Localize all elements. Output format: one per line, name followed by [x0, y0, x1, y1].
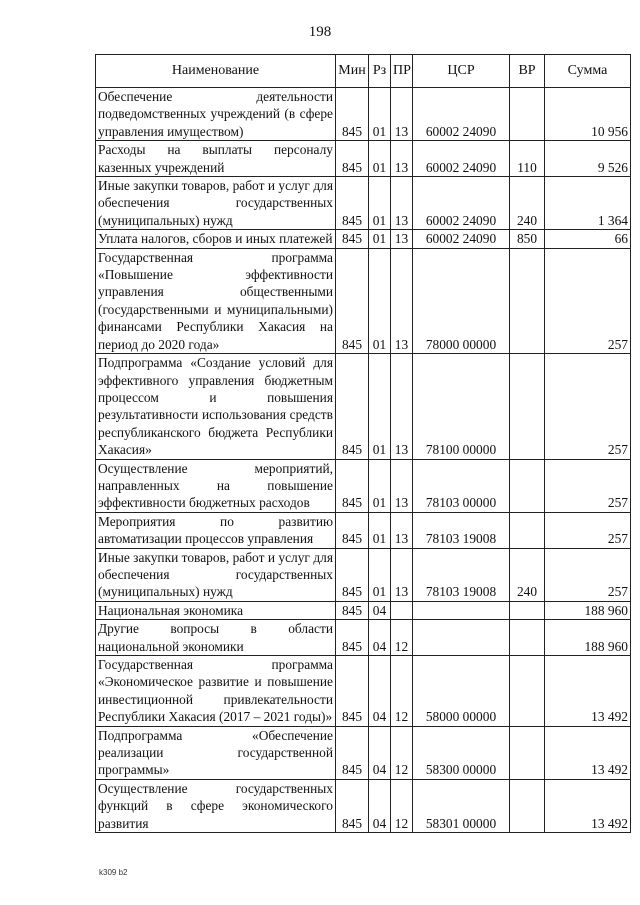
- cell-pr: 12: [391, 656, 413, 727]
- cell-csr: [413, 601, 510, 619]
- table-row: [96, 230, 631, 248]
- cell-vr: [510, 88, 545, 141]
- cell-rz: 04: [369, 656, 391, 727]
- table-header-row: [96, 55, 631, 88]
- cell-rz: 04: [369, 726, 391, 779]
- cell-csr: 78103 19008: [413, 512, 510, 548]
- page-number: 198: [308, 24, 332, 40]
- cell-pr: 12: [391, 726, 413, 779]
- cell-min: 845: [336, 620, 369, 656]
- cell-min: 845: [336, 779, 369, 832]
- header-pr: ПР: [391, 55, 413, 88]
- cell-name: Мероприятия по развитию автоматизации процессов управления: [96, 512, 336, 548]
- cell-min: 845: [336, 726, 369, 779]
- table-row: [96, 548, 631, 601]
- cell-name: Осуществление государственных функций в сфере экономического развития: [96, 779, 336, 832]
- cell-pr: 13: [391, 248, 413, 353]
- cell-rz: 01: [369, 88, 391, 141]
- cell-csr: 58000 00000: [413, 656, 510, 727]
- cell-csr: [413, 620, 510, 656]
- cell-sum: 1 364: [545, 177, 631, 230]
- cell-pr: 13: [391, 141, 413, 177]
- cell-vr: [510, 354, 545, 459]
- cell-sum: 257: [545, 248, 631, 353]
- cell-rz: 01: [369, 230, 391, 248]
- cell-pr: 12: [391, 779, 413, 832]
- cell-rz: 01: [369, 512, 391, 548]
- table-row: [96, 354, 631, 459]
- table-row: [96, 141, 631, 177]
- cell-vr: 240: [510, 177, 545, 230]
- cell-min: 845: [336, 548, 369, 601]
- cell-rz: 01: [369, 459, 391, 512]
- cell-vr: [510, 459, 545, 512]
- header-name: Наименование: [96, 55, 336, 88]
- cell-csr: 60002 24090: [413, 141, 510, 177]
- cell-name: Другие вопросы в области национальной экономики: [96, 620, 336, 656]
- cell-sum: 13 492: [545, 656, 631, 727]
- header-rz: Рз: [369, 55, 391, 88]
- cell-sum: 188 960: [545, 620, 631, 656]
- cell-csr: 60002 24090: [413, 88, 510, 141]
- cell-name: Национальная экономика: [96, 601, 336, 619]
- cell-csr: 58301 00000: [413, 779, 510, 832]
- header-sum: Сумма: [545, 55, 631, 88]
- header-vr: ВР: [510, 55, 545, 88]
- cell-min: 845: [336, 248, 369, 353]
- cell-rz: 01: [369, 177, 391, 230]
- table-row: [96, 726, 631, 779]
- cell-min: 845: [336, 459, 369, 512]
- cell-vr: 240: [510, 548, 545, 601]
- cell-min: 845: [336, 601, 369, 619]
- budget-table: [95, 54, 631, 833]
- table-row: [96, 620, 631, 656]
- cell-csr: 78103 19008: [413, 548, 510, 601]
- table-row: [96, 779, 631, 832]
- cell-min: 845: [336, 177, 369, 230]
- cell-pr: 12: [391, 620, 413, 656]
- cell-rz: 01: [369, 248, 391, 353]
- cell-pr: 13: [391, 230, 413, 248]
- cell-pr: 13: [391, 177, 413, 230]
- cell-csr: 78100 00000: [413, 354, 510, 459]
- cell-rz: 04: [369, 620, 391, 656]
- table-row: [96, 512, 631, 548]
- cell-min: 845: [336, 656, 369, 727]
- cell-csr: 78000 00000: [413, 248, 510, 353]
- cell-vr: [510, 620, 545, 656]
- cell-pr: 13: [391, 88, 413, 141]
- cell-name: Государственная программа «Экономическое развитие и повышение инвестиционной привлекательности Республики Хакасия (2017 – 2021 годы)»: [96, 656, 336, 727]
- cell-min: 845: [336, 88, 369, 141]
- header-min: Мин: [336, 55, 369, 88]
- cell-sum: 9 526: [545, 141, 631, 177]
- cell-csr: 78103 00000: [413, 459, 510, 512]
- cell-min: 845: [336, 230, 369, 248]
- cell-csr: 60002 24090: [413, 177, 510, 230]
- table-row: [96, 656, 631, 727]
- cell-pr: 13: [391, 459, 413, 512]
- cell-rz: 01: [369, 141, 391, 177]
- cell-sum: 257: [545, 459, 631, 512]
- cell-name: Обеспечение деятельности подведомственных учреждений (в сфере управления имуществом): [96, 88, 336, 141]
- cell-name: Расходы на выплаты персоналу казенных учреждений: [96, 141, 336, 177]
- cell-vr: [510, 779, 545, 832]
- cell-sum: 66: [545, 230, 631, 248]
- cell-pr: 13: [391, 354, 413, 459]
- cell-sum: 257: [545, 548, 631, 601]
- cell-vr: [510, 656, 545, 727]
- cell-rz: 04: [369, 779, 391, 832]
- cell-rz: 04: [369, 601, 391, 619]
- cell-min: 845: [336, 512, 369, 548]
- cell-sum: 188 960: [545, 601, 631, 619]
- cell-min: 845: [336, 141, 369, 177]
- cell-sum: 257: [545, 354, 631, 459]
- table-body: [96, 88, 631, 833]
- table-row: [96, 88, 631, 141]
- table-row: [96, 459, 631, 512]
- cell-pr: 13: [391, 548, 413, 601]
- header-csr: ЦСР: [413, 55, 510, 88]
- cell-rz: 01: [369, 548, 391, 601]
- footer-code: k309 b2: [99, 868, 128, 877]
- cell-sum: 10 956: [545, 88, 631, 141]
- cell-vr: [510, 601, 545, 619]
- cell-name: Государственная программа «Повышение эффективности управления общественными (государственными и муниципальными) финансами Республики Хакасия на период до 2020 года»: [96, 248, 336, 353]
- cell-name: Подпрограмма «Обеспечение реализации государственной программы»: [96, 726, 336, 779]
- cell-min: 845: [336, 354, 369, 459]
- cell-name: Уплата налогов, сборов и иных платежей: [96, 230, 336, 248]
- cell-vr: [510, 726, 545, 779]
- cell-pr: [391, 601, 413, 619]
- cell-pr: 13: [391, 512, 413, 548]
- cell-csr: 58300 00000: [413, 726, 510, 779]
- cell-rz: 01: [369, 354, 391, 459]
- cell-sum: 257: [545, 512, 631, 548]
- cell-name: Подпрограмма «Создание условий для эффективного управления бюджетным процессом и повышения результативности использования средств республиканского бюджета Республики Хакасия»: [96, 354, 336, 459]
- cell-csr: 60002 24090: [413, 230, 510, 248]
- cell-name: Иные закупки товаров, работ и услуг для обеспечения государственных (муниципальных) нужд: [96, 548, 336, 601]
- cell-vr: 110: [510, 141, 545, 177]
- cell-name: Осуществление мероприятий, направленных на повышение эффективности бюджетных расходов: [96, 459, 336, 512]
- cell-sum: 13 492: [545, 779, 631, 832]
- cell-vr: 850: [510, 230, 545, 248]
- table-row: [96, 601, 631, 619]
- cell-name: Иные закупки товаров, работ и услуг для обеспечения государственных (муниципальных) нужд: [96, 177, 336, 230]
- table-row: [96, 248, 631, 353]
- cell-sum: 13 492: [545, 726, 631, 779]
- table-row: [96, 177, 631, 230]
- cell-vr: [510, 248, 545, 353]
- cell-vr: [510, 512, 545, 548]
